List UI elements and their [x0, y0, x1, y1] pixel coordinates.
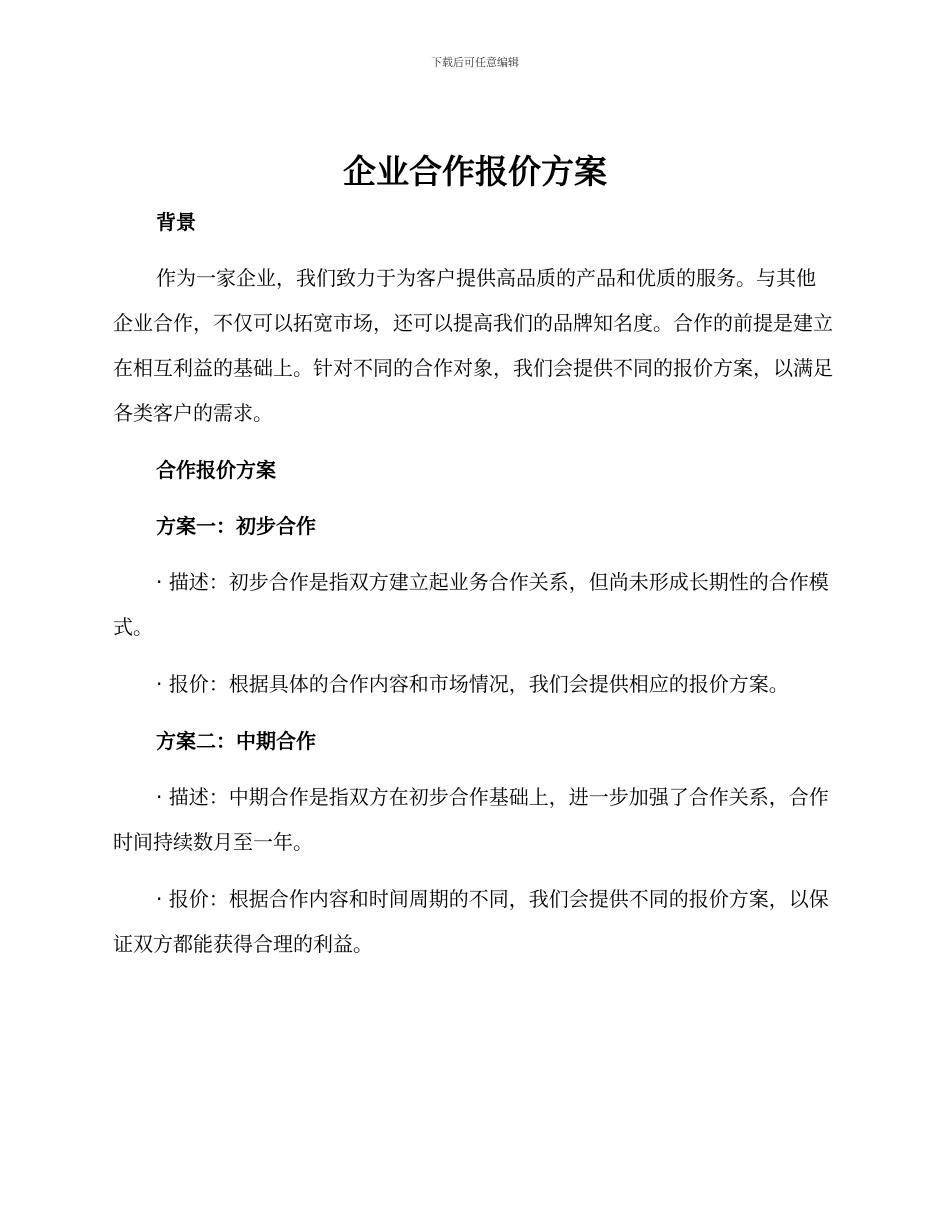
- section-heading-background: 背景: [156, 210, 196, 234]
- plan1-description: · 描述：初步合作是指双方建立起业务合作关系，但尚未形成长期性的合作模式。: [113, 570, 829, 639]
- page-header-note: 下载后可任意编辑: [431, 56, 519, 69]
- document-title: 企业合作报价方案: [343, 152, 607, 191]
- background-paragraph: 作为一家企业，我们致力于为客户提供高品质的产品和优质的服务。与其他企业合作，不仅可以拓宽市场，还可以提高我们的品牌知名度。合作的前提是建立在相互利益的基础上。针对不同的合作对象，我们会提供不同的报价方案，以满足各类客户的需求。: [113, 266, 833, 425]
- plan2-heading: 方案二：中期合作: [156, 729, 316, 753]
- plan2-price: · 报价：根据合作内容和时间周期的不同，我们会提供不同的报价方案，以保证双方都能获得合理的利益。: [113, 887, 829, 956]
- document-body: [113, 200, 833, 979]
- plan2-description: · 描述：中期合作是指双方在初步合作基础上，进一步加强了合作关系，合作时间持续数月至一年。: [113, 785, 829, 854]
- section-heading-quote-plans: 合作报价方案: [156, 458, 276, 482]
- plan1-heading: 方案一：初步合作: [156, 514, 316, 538]
- plan1-price: · 报价：根据具体的合作内容和市场情况，我们会提供相应的报价方案。: [156, 672, 789, 696]
